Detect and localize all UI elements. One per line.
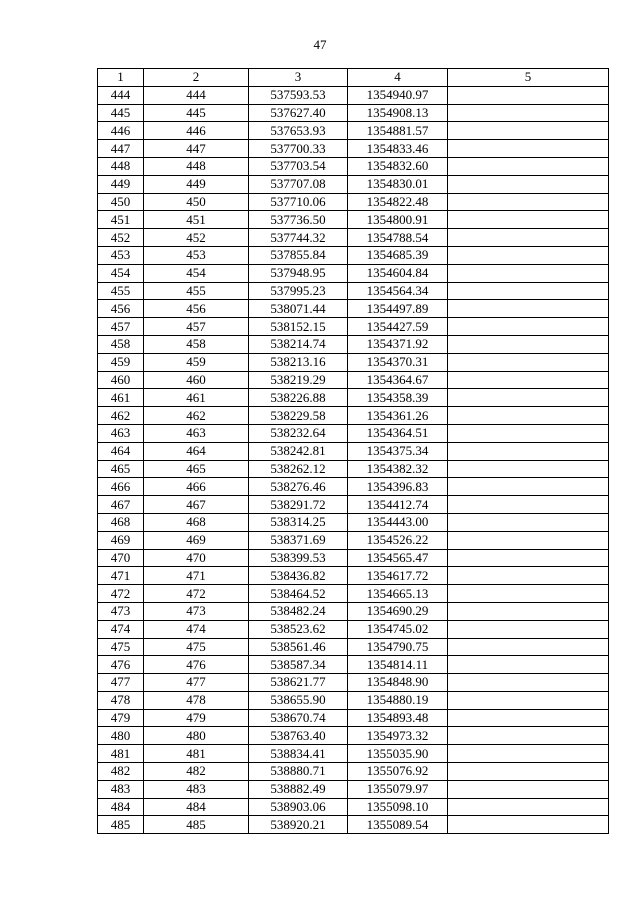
table-row bbox=[98, 442, 609, 460]
table-cell-col-2: 460 bbox=[144, 371, 249, 389]
table-cell-col-5 bbox=[448, 193, 609, 211]
table-cell-col-5 bbox=[448, 407, 609, 425]
table-cell-col-2: 446 bbox=[144, 122, 249, 140]
table-cell-col-2: 471 bbox=[144, 567, 249, 585]
table-cell-col-4: 1354893.48 bbox=[348, 709, 448, 727]
table-cell-col-1: 458 bbox=[98, 335, 144, 353]
table-row bbox=[98, 353, 609, 371]
table-cell-col-3: 537736.50 bbox=[249, 211, 348, 229]
table-cell-col-2: 445 bbox=[144, 104, 249, 122]
table-cell-col-4: 1354790.75 bbox=[348, 638, 448, 656]
table-cell-col-1: 466 bbox=[98, 478, 144, 496]
table-cell-col-1: 460 bbox=[98, 371, 144, 389]
table-cell-col-2: 482 bbox=[144, 763, 249, 781]
table-cell-col-3: 537703.54 bbox=[249, 157, 348, 175]
table-row bbox=[98, 620, 609, 638]
table-cell-col-1: 451 bbox=[98, 211, 144, 229]
table-cell-col-3: 538482.24 bbox=[249, 602, 348, 620]
table-cell-col-1: 470 bbox=[98, 549, 144, 567]
table-cell-col-4: 1354800.91 bbox=[348, 211, 448, 229]
table-cell-col-4: 1354565.47 bbox=[348, 549, 448, 567]
table-cell-col-4: 1354830.01 bbox=[348, 175, 448, 193]
table-cell-col-5 bbox=[448, 318, 609, 336]
table-cell-col-5 bbox=[448, 816, 609, 834]
table-cell-col-5 bbox=[448, 104, 609, 122]
table-cell-col-1: 455 bbox=[98, 282, 144, 300]
table-cell-col-4: 1354443.00 bbox=[348, 513, 448, 531]
table-row bbox=[98, 460, 609, 478]
table-row bbox=[98, 157, 609, 175]
table-row bbox=[98, 246, 609, 264]
table-cell-col-5 bbox=[448, 140, 609, 158]
table-cell-col-4: 1354690.29 bbox=[348, 602, 448, 620]
table-cell-col-3: 538314.25 bbox=[249, 513, 348, 531]
table-cell-col-4: 1354371.92 bbox=[348, 335, 448, 353]
table-cell-col-5 bbox=[448, 763, 609, 781]
table-cell-col-3: 537700.33 bbox=[249, 140, 348, 158]
table-cell-col-5 bbox=[448, 656, 609, 674]
table-cell-col-5 bbox=[448, 335, 609, 353]
table-header-row bbox=[98, 69, 609, 87]
table-cell-col-4: 1355089.54 bbox=[348, 816, 448, 834]
table-cell-col-1: 475 bbox=[98, 638, 144, 656]
table-cell-col-3: 538071.44 bbox=[249, 300, 348, 318]
table-cell-col-5 bbox=[448, 780, 609, 798]
table-cell-col-1: 478 bbox=[98, 691, 144, 709]
table-cell-col-4: 1354364.51 bbox=[348, 424, 448, 442]
column-header-4: 4 bbox=[348, 69, 448, 87]
table-cell-col-5 bbox=[448, 424, 609, 442]
table-cell-col-2: 474 bbox=[144, 620, 249, 638]
table-cell-col-4: 1354881.57 bbox=[348, 122, 448, 140]
table-row bbox=[98, 798, 609, 816]
table-row bbox=[98, 389, 609, 407]
table-cell-col-4: 1354745.02 bbox=[348, 620, 448, 638]
table-cell-col-1: 448 bbox=[98, 157, 144, 175]
table-cell-col-1: 463 bbox=[98, 424, 144, 442]
table-cell-col-1: 483 bbox=[98, 780, 144, 798]
table-cell-col-3: 538371.69 bbox=[249, 531, 348, 549]
table-cell-col-1: 445 bbox=[98, 104, 144, 122]
table-cell-col-1: 453 bbox=[98, 246, 144, 264]
table-cell-col-4: 1354370.31 bbox=[348, 353, 448, 371]
table-row bbox=[98, 300, 609, 318]
table-cell-col-4: 1354375.34 bbox=[348, 442, 448, 460]
table-cell-col-3: 537744.32 bbox=[249, 229, 348, 247]
table-cell-col-4: 1354617.72 bbox=[348, 567, 448, 585]
table-cell-col-5 bbox=[448, 157, 609, 175]
table-row bbox=[98, 86, 609, 104]
table-cell-col-4: 1354822.48 bbox=[348, 193, 448, 211]
table-row bbox=[98, 193, 609, 211]
table-cell-col-1: 468 bbox=[98, 513, 144, 531]
table-cell-col-1: 482 bbox=[98, 763, 144, 781]
table-cell-col-2: 485 bbox=[144, 816, 249, 834]
table-cell-col-3: 538920.21 bbox=[249, 816, 348, 834]
table-cell-col-3: 537995.23 bbox=[249, 282, 348, 300]
table-cell-col-3: 538226.88 bbox=[249, 389, 348, 407]
column-header-2: 2 bbox=[144, 69, 249, 87]
table-cell-col-2: 464 bbox=[144, 442, 249, 460]
table-cell-col-3: 538219.29 bbox=[249, 371, 348, 389]
table-cell-col-5 bbox=[448, 531, 609, 549]
table-cell-col-2: 458 bbox=[144, 335, 249, 353]
table-cell-col-4: 1354833.46 bbox=[348, 140, 448, 158]
table-cell-col-2: 452 bbox=[144, 229, 249, 247]
table-cell-col-1: 479 bbox=[98, 709, 144, 727]
table-cell-col-3: 538242.81 bbox=[249, 442, 348, 460]
table-row bbox=[98, 745, 609, 763]
table-cell-col-4: 1354497.89 bbox=[348, 300, 448, 318]
table-cell-col-2: 472 bbox=[144, 585, 249, 603]
coordinates-table bbox=[97, 68, 609, 834]
table-cell-col-3: 537710.06 bbox=[249, 193, 348, 211]
table-cell-col-2: 479 bbox=[144, 709, 249, 727]
table-cell-col-3: 538903.06 bbox=[249, 798, 348, 816]
table-cell-col-1: 444 bbox=[98, 86, 144, 104]
table-row bbox=[98, 531, 609, 549]
table-cell-col-1: 480 bbox=[98, 727, 144, 745]
table-cell-col-1: 447 bbox=[98, 140, 144, 158]
table-cell-col-5 bbox=[448, 389, 609, 407]
table-cell-col-2: 457 bbox=[144, 318, 249, 336]
column-header-1: 1 bbox=[98, 69, 144, 87]
table-row bbox=[98, 585, 609, 603]
table-cell-col-4: 1354973.32 bbox=[348, 727, 448, 745]
table-cell-col-3: 538587.34 bbox=[249, 656, 348, 674]
table-cell-col-1: 449 bbox=[98, 175, 144, 193]
table-cell-col-3: 538763.40 bbox=[249, 727, 348, 745]
table-row bbox=[98, 335, 609, 353]
table-cell-col-2: 462 bbox=[144, 407, 249, 425]
table-cell-col-4: 1355079.97 bbox=[348, 780, 448, 798]
table-cell-col-5 bbox=[448, 620, 609, 638]
table-row bbox=[98, 424, 609, 442]
table-cell-col-2: 454 bbox=[144, 264, 249, 282]
table-cell-col-1: 464 bbox=[98, 442, 144, 460]
table-cell-col-1: 474 bbox=[98, 620, 144, 638]
table-cell-col-2: 467 bbox=[144, 496, 249, 514]
table-cell-col-5 bbox=[448, 513, 609, 531]
table-cell-col-2: 451 bbox=[144, 211, 249, 229]
table-cell-col-5 bbox=[448, 478, 609, 496]
table-cell-col-4: 1354564.34 bbox=[348, 282, 448, 300]
table-cell-col-1: 477 bbox=[98, 674, 144, 692]
table-cell-col-1: 465 bbox=[98, 460, 144, 478]
table-cell-col-3: 538655.90 bbox=[249, 691, 348, 709]
table-cell-col-3: 537855.84 bbox=[249, 246, 348, 264]
table-cell-col-3: 538152.15 bbox=[249, 318, 348, 336]
table-cell-col-5 bbox=[448, 246, 609, 264]
table-cell-col-3: 538523.62 bbox=[249, 620, 348, 638]
table-cell-col-1: 471 bbox=[98, 567, 144, 585]
table-cell-col-1: 450 bbox=[98, 193, 144, 211]
table-row bbox=[98, 318, 609, 336]
table-cell-col-4: 1354382.32 bbox=[348, 460, 448, 478]
table-row bbox=[98, 602, 609, 620]
table-row bbox=[98, 175, 609, 193]
table-cell-col-1: 469 bbox=[98, 531, 144, 549]
table-cell-col-4: 1354908.13 bbox=[348, 104, 448, 122]
table-cell-col-2: 476 bbox=[144, 656, 249, 674]
table-cell-col-3: 538399.53 bbox=[249, 549, 348, 567]
table-cell-col-5 bbox=[448, 727, 609, 745]
table-cell-col-1: 467 bbox=[98, 496, 144, 514]
table-cell-col-3: 538670.74 bbox=[249, 709, 348, 727]
table-cell-col-2: 444 bbox=[144, 86, 249, 104]
table-cell-col-5 bbox=[448, 460, 609, 478]
table-row bbox=[98, 478, 609, 496]
table-row bbox=[98, 371, 609, 389]
table-cell-col-2: 478 bbox=[144, 691, 249, 709]
table-cell-col-5 bbox=[448, 371, 609, 389]
table-cell-col-5 bbox=[448, 691, 609, 709]
table-row bbox=[98, 816, 609, 834]
table-cell-col-3: 538291.72 bbox=[249, 496, 348, 514]
table-cell-col-4: 1354361.26 bbox=[348, 407, 448, 425]
table-cell-col-4: 1354880.19 bbox=[348, 691, 448, 709]
table-cell-col-5 bbox=[448, 175, 609, 193]
table-cell-col-1: 476 bbox=[98, 656, 144, 674]
table-cell-col-5 bbox=[448, 745, 609, 763]
table-cell-col-1: 459 bbox=[98, 353, 144, 371]
table-cell-col-1: 485 bbox=[98, 816, 144, 834]
page-number: 47 bbox=[313, 37, 327, 52]
table-cell-col-5 bbox=[448, 549, 609, 567]
table-cell-col-3: 538621.77 bbox=[249, 674, 348, 692]
table-cell-col-2: 473 bbox=[144, 602, 249, 620]
table-cell-col-5 bbox=[448, 602, 609, 620]
table-row bbox=[98, 229, 609, 247]
table-cell-col-5 bbox=[448, 86, 609, 104]
table-cell-col-2: 465 bbox=[144, 460, 249, 478]
table-row bbox=[98, 513, 609, 531]
table-cell-col-5 bbox=[448, 229, 609, 247]
table-row bbox=[98, 549, 609, 567]
table-cell-col-2: 469 bbox=[144, 531, 249, 549]
table-cell-col-3: 537653.93 bbox=[249, 122, 348, 140]
table-row bbox=[98, 674, 609, 692]
table-row bbox=[98, 122, 609, 140]
table-cell-col-2: 480 bbox=[144, 727, 249, 745]
table-cell-col-4: 1354526.22 bbox=[348, 531, 448, 549]
table-cell-col-5 bbox=[448, 798, 609, 816]
table-cell-col-4: 1354940.97 bbox=[348, 86, 448, 104]
table-row bbox=[98, 709, 609, 727]
table-cell-col-1: 472 bbox=[98, 585, 144, 603]
table-cell-col-5 bbox=[448, 122, 609, 140]
table-cell-col-5 bbox=[448, 300, 609, 318]
table-cell-col-1: 461 bbox=[98, 389, 144, 407]
table-cell-col-4: 1354412.74 bbox=[348, 496, 448, 514]
table-cell-col-4: 1355098.10 bbox=[348, 798, 448, 816]
table-cell-col-3: 538880.71 bbox=[249, 763, 348, 781]
table-cell-col-3: 538834.41 bbox=[249, 745, 348, 763]
table-cell-col-2: 459 bbox=[144, 353, 249, 371]
table-row bbox=[98, 780, 609, 798]
table-cell-col-3: 538214.74 bbox=[249, 335, 348, 353]
table-cell-col-4: 1354358.39 bbox=[348, 389, 448, 407]
table-cell-col-2: 447 bbox=[144, 140, 249, 158]
table-row bbox=[98, 211, 609, 229]
table-cell-col-4: 1354832.60 bbox=[348, 157, 448, 175]
table-cell-col-4: 1354685.39 bbox=[348, 246, 448, 264]
table-row bbox=[98, 407, 609, 425]
table-cell-col-5 bbox=[448, 264, 609, 282]
table-cell-col-4: 1354364.67 bbox=[348, 371, 448, 389]
table-cell-col-2: 475 bbox=[144, 638, 249, 656]
table-cell-col-3: 538561.46 bbox=[249, 638, 348, 656]
table-cell-col-5 bbox=[448, 709, 609, 727]
table-cell-col-2: 468 bbox=[144, 513, 249, 531]
table-cell-col-2: 484 bbox=[144, 798, 249, 816]
table-cell-col-2: 466 bbox=[144, 478, 249, 496]
table-cell-col-5 bbox=[448, 211, 609, 229]
table-cell-col-1: 473 bbox=[98, 602, 144, 620]
table-cell-col-5 bbox=[448, 638, 609, 656]
table-cell-col-2: 477 bbox=[144, 674, 249, 692]
table-cell-col-1: 481 bbox=[98, 745, 144, 763]
table-row bbox=[98, 763, 609, 781]
table-cell-col-2: 483 bbox=[144, 780, 249, 798]
table-cell-col-2: 453 bbox=[144, 246, 249, 264]
table-cell-col-2: 455 bbox=[144, 282, 249, 300]
table-row bbox=[98, 567, 609, 585]
table-row bbox=[98, 496, 609, 514]
table-cell-col-5 bbox=[448, 585, 609, 603]
table-cell-col-3: 537627.40 bbox=[249, 104, 348, 122]
table-cell-col-3: 538464.52 bbox=[249, 585, 348, 603]
table-cell-col-2: 481 bbox=[144, 745, 249, 763]
table-cell-col-1: 452 bbox=[98, 229, 144, 247]
table-cell-col-3: 538436.82 bbox=[249, 567, 348, 585]
table-cell-col-4: 1354848.90 bbox=[348, 674, 448, 692]
table-cell-col-4: 1354788.54 bbox=[348, 229, 448, 247]
table-cell-col-4: 1354427.59 bbox=[348, 318, 448, 336]
table-cell-col-4: 1355035.90 bbox=[348, 745, 448, 763]
table-cell-col-2: 450 bbox=[144, 193, 249, 211]
table-row bbox=[98, 104, 609, 122]
table-cell-col-3: 538882.49 bbox=[249, 780, 348, 798]
table-cell-col-1: 484 bbox=[98, 798, 144, 816]
table-row bbox=[98, 656, 609, 674]
table-cell-col-1: 462 bbox=[98, 407, 144, 425]
table-cell-col-2: 463 bbox=[144, 424, 249, 442]
table-cell-col-3: 538229.58 bbox=[249, 407, 348, 425]
column-header-5: 5 bbox=[448, 69, 609, 87]
table-row bbox=[98, 282, 609, 300]
table-cell-col-1: 457 bbox=[98, 318, 144, 336]
table-cell-col-3: 537707.08 bbox=[249, 175, 348, 193]
table-cell-col-3: 538262.12 bbox=[249, 460, 348, 478]
table-cell-col-4: 1354396.83 bbox=[348, 478, 448, 496]
table-cell-col-3: 537593.53 bbox=[249, 86, 348, 104]
table-row bbox=[98, 691, 609, 709]
table-cell-col-5 bbox=[448, 353, 609, 371]
column-header-3: 3 bbox=[249, 69, 348, 87]
table-cell-col-3: 537948.95 bbox=[249, 264, 348, 282]
table-cell-col-5 bbox=[448, 674, 609, 692]
table-row bbox=[98, 727, 609, 745]
table-cell-col-4: 1355076.92 bbox=[348, 763, 448, 781]
table-cell-col-5 bbox=[448, 442, 609, 460]
table-row bbox=[98, 638, 609, 656]
table-cell-col-2: 448 bbox=[144, 157, 249, 175]
table-cell-col-2: 470 bbox=[144, 549, 249, 567]
table-row bbox=[98, 140, 609, 158]
table-row bbox=[98, 264, 609, 282]
table-cell-col-2: 449 bbox=[144, 175, 249, 193]
table-cell-col-4: 1354665.13 bbox=[348, 585, 448, 603]
table-cell-col-4: 1354814.11 bbox=[348, 656, 448, 674]
table-cell-col-3: 538213.16 bbox=[249, 353, 348, 371]
table-cell-col-3: 538232.64 bbox=[249, 424, 348, 442]
table-cell-col-4: 1354604.84 bbox=[348, 264, 448, 282]
table-cell-col-2: 456 bbox=[144, 300, 249, 318]
table-cell-col-3: 538276.46 bbox=[249, 478, 348, 496]
table-cell-col-5 bbox=[448, 282, 609, 300]
table-cell-col-1: 456 bbox=[98, 300, 144, 318]
table-cell-col-5 bbox=[448, 496, 609, 514]
table-body bbox=[98, 86, 609, 833]
table-cell-col-1: 454 bbox=[98, 264, 144, 282]
table-cell-col-2: 461 bbox=[144, 389, 249, 407]
table-cell-col-5 bbox=[448, 567, 609, 585]
table-cell-col-1: 446 bbox=[98, 122, 144, 140]
